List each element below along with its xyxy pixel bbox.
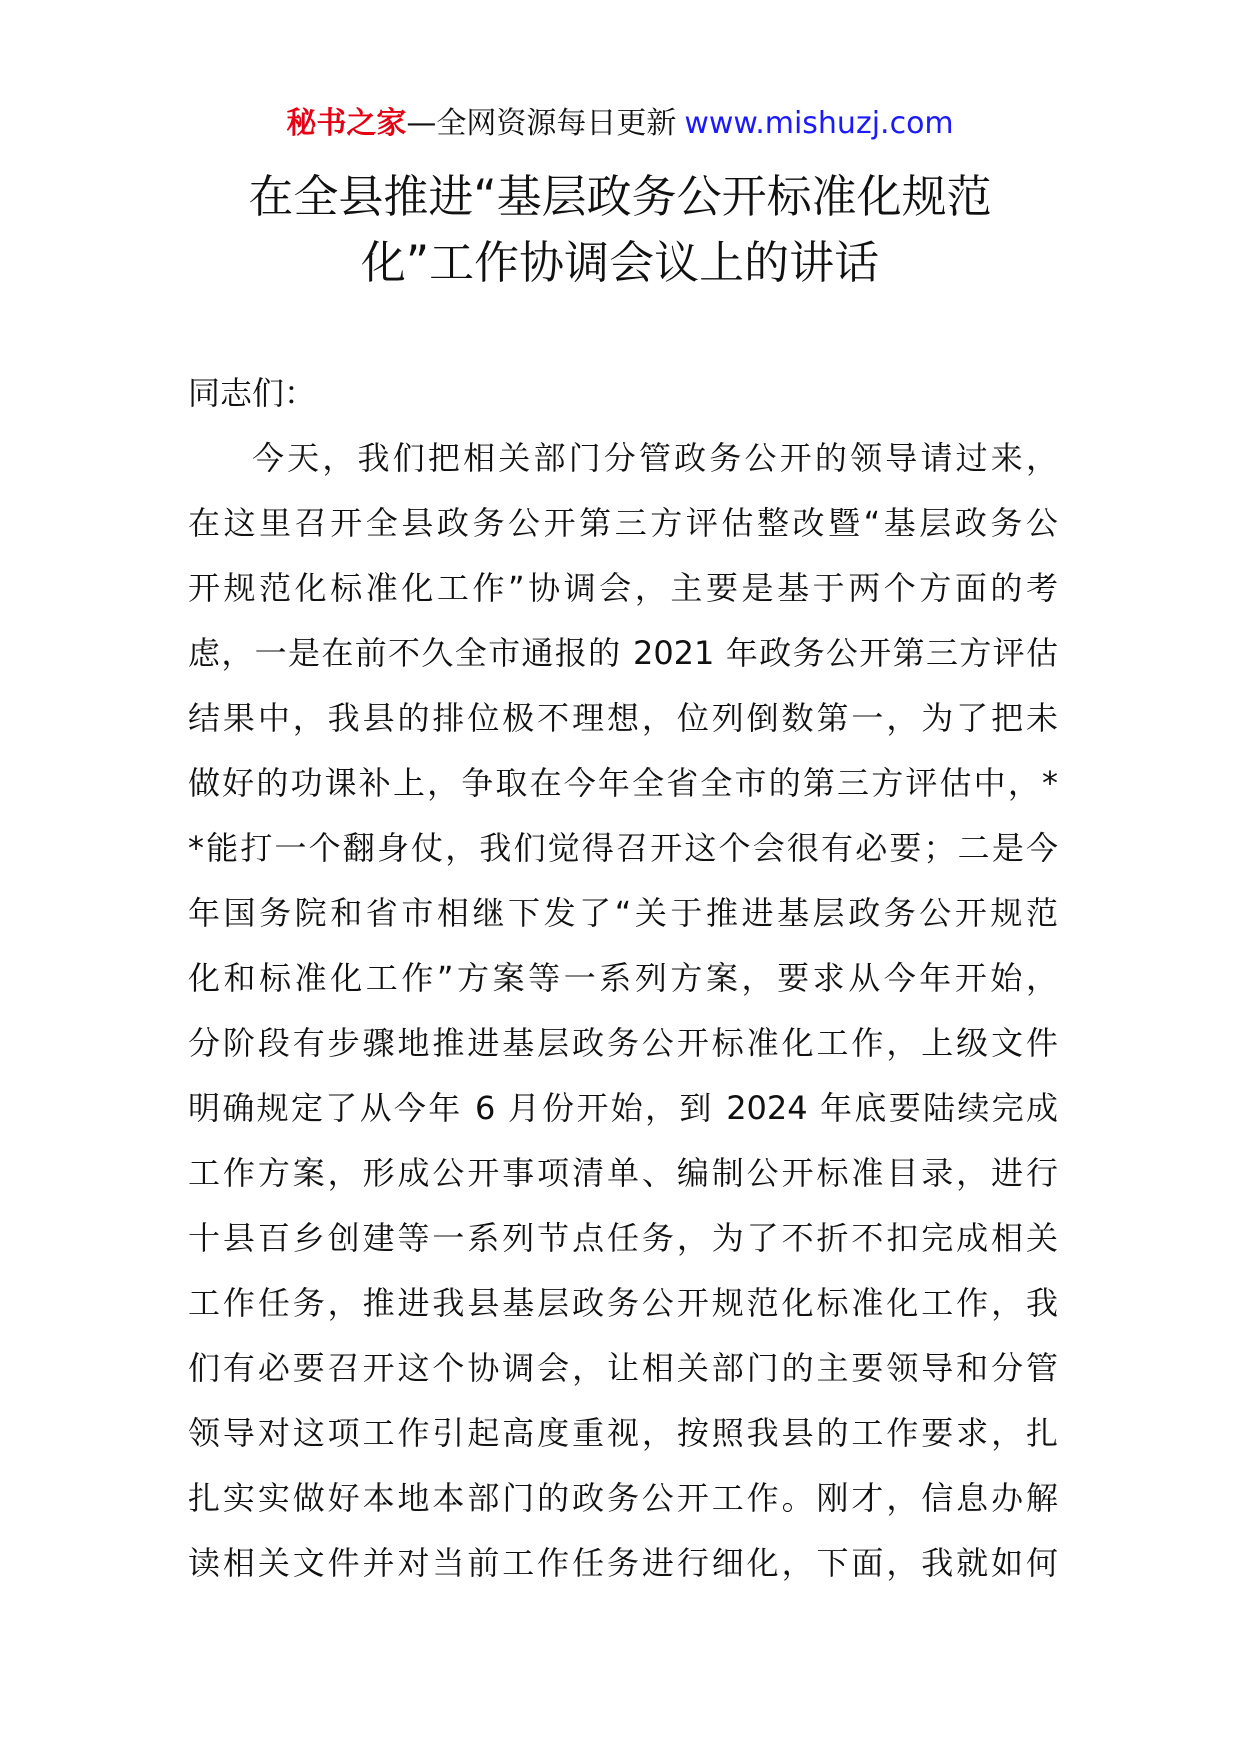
paragraph-line: 分阶段有步骤地推进基层政务公开标准化工作，上级文件 xyxy=(188,1024,1058,1062)
paragraph-line: 虑，一是在前不久全市通报的 2021 年政务公开第三方评估 xyxy=(188,634,1058,672)
paragraph-line: 读相关文件并对当前工作任务进行细化，下面，我就如何 xyxy=(188,1544,1058,1582)
paragraph-line: 工作任务，推进我县基层政务公开规范化标准化工作，我 xyxy=(188,1284,1058,1322)
paragraph-line: 结果中，我县的排位极不理想，位列倒数第一，为了把未 xyxy=(188,699,1058,737)
paragraph-line: 化和标准化工作”方案等一系列方案，要求从今年开始， xyxy=(188,959,1058,997)
paragraph-line: 今天，我们把相关部门分管政务公开的领导请过来， xyxy=(252,439,1058,477)
paragraph-line: 领导对这项工作引起高度重视，按照我县的工作要求，扎 xyxy=(188,1414,1058,1452)
paragraph xyxy=(188,426,1058,1596)
salutation: 同志们： xyxy=(188,374,317,412)
paragraph-line: 开规范化标准化工作”协调会，主要是基于两个方面的考 xyxy=(188,569,1058,607)
paragraph-line: 在这里召开全县政务公开第三方评估整改暨“基层政务公 xyxy=(188,504,1058,542)
document-title xyxy=(160,164,1080,296)
paragraph-line: *能打一个翻身仗，我们觉得召开这个会很有必要；二是今 xyxy=(188,829,1058,867)
paragraph-line: 十县百乡创建等一系列节点任务，为了不折不扣完成相关 xyxy=(188,1219,1058,1257)
paragraph-line: 工作方案，形成公开事项清单、编制公开标准目录，进行 xyxy=(188,1154,1058,1192)
paragraph-line: 年国务院和省市相继下发了“关于推进基层政务公开规范 xyxy=(188,894,1058,932)
document-body xyxy=(188,360,1058,1596)
site-url-link[interactable]: www.mishuzj.com xyxy=(684,106,954,141)
paragraph-line: 做好的功课补上，争取在今年全省全市的第三方评估中，* xyxy=(188,764,1058,802)
paragraph-line: 扎实实做好本地本部门的政务公开工作。刚才，信息办解 xyxy=(188,1479,1058,1517)
title-line: 在全县推进“基层政务公开标准化规范 xyxy=(248,170,992,223)
site-header xyxy=(0,104,1240,144)
paragraph-line: 明确规定了从今年 6 月份开始，到 2024 年底要陆续完成 xyxy=(188,1089,1058,1127)
brand-name: 秘书之家 xyxy=(286,106,407,141)
header-tagline: —全网资源每日更新 xyxy=(406,106,677,141)
paragraph-line: 们有必要召开这个协调会，让相关部门的主要领导和分管 xyxy=(188,1349,1058,1387)
title-line: 化”工作协调会议上的讲话 xyxy=(360,236,880,289)
